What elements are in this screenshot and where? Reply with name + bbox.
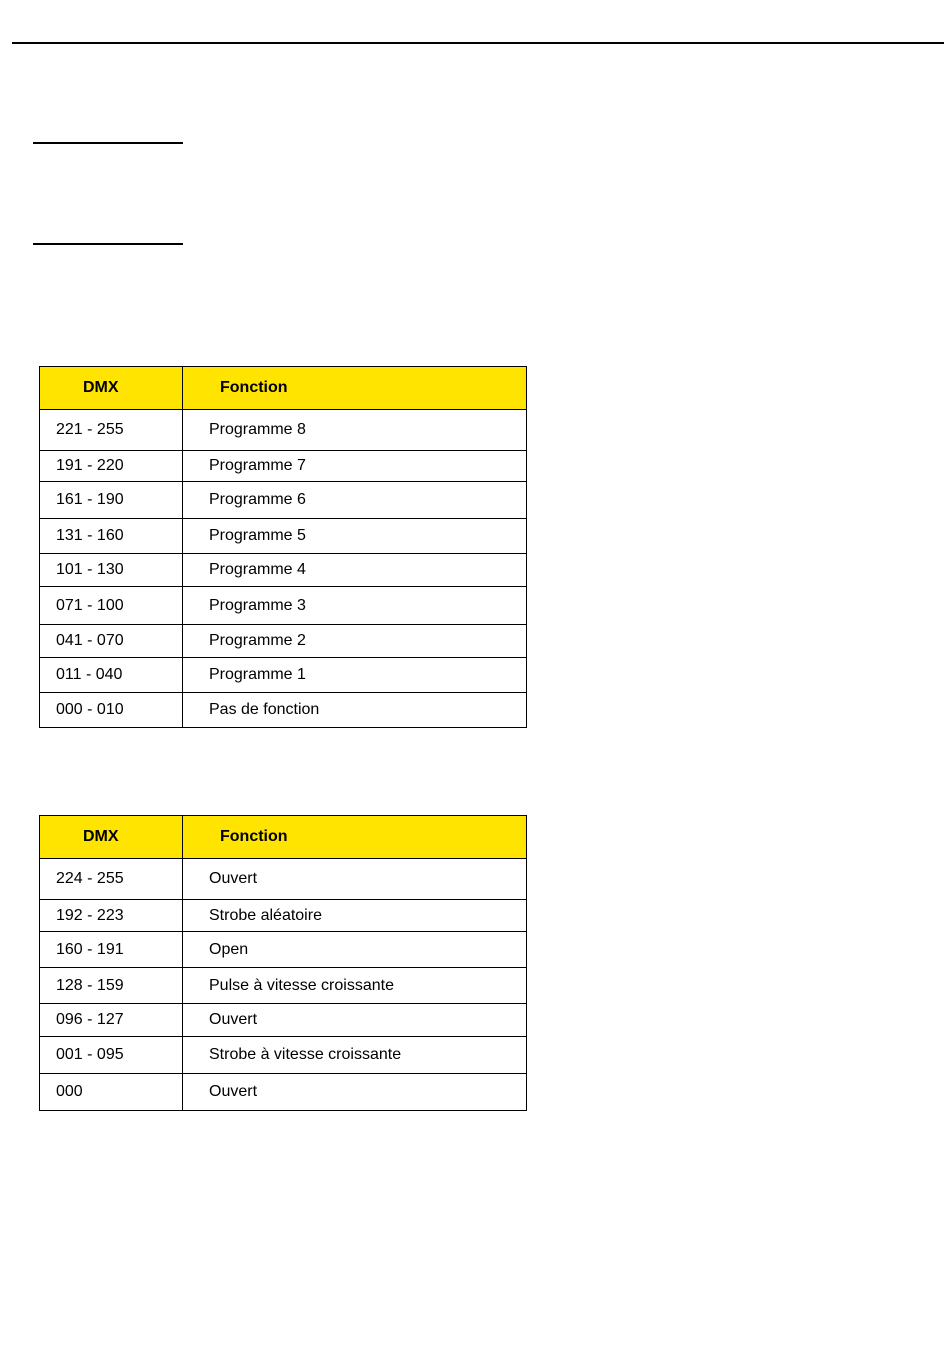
function-label: Programme 3: [183, 587, 527, 625]
table-header-row: [40, 367, 527, 410]
dmx-value: 041 - 070: [40, 625, 183, 658]
dmx-value: 128 - 159: [40, 968, 183, 1004]
heading-underline-2: [33, 243, 183, 245]
function-label: Programme 6: [183, 482, 527, 519]
table-row: [40, 482, 527, 519]
function-label: Strobe aléatoire: [183, 900, 527, 932]
table-row: [40, 410, 527, 451]
dmx-value: 000: [40, 1074, 183, 1111]
function-label: Programme 1: [183, 658, 527, 693]
table-row: [40, 554, 527, 587]
table-row: [40, 900, 527, 932]
header-dmx: DMX: [40, 367, 183, 410]
dmx-value: 101 - 130: [40, 554, 183, 587]
table-row: [40, 968, 527, 1004]
dmx-value: 224 - 255: [40, 859, 183, 900]
dmx-value: 131 - 160: [40, 519, 183, 554]
dmx-value: 191 - 220: [40, 451, 183, 482]
dmx-value: 071 - 100: [40, 587, 183, 625]
function-label: Programme 5: [183, 519, 527, 554]
table-row: [40, 1004, 527, 1037]
function-label: Programme 8: [183, 410, 527, 451]
dmx-value: 192 - 223: [40, 900, 183, 932]
dmx-value: 221 - 255: [40, 410, 183, 451]
function-label: Pas de fonction: [183, 693, 527, 728]
dmx-value: 001 - 095: [40, 1037, 183, 1074]
table-row: [40, 859, 527, 900]
dmx-value: 160 - 191: [40, 932, 183, 968]
function-label: Programme 7: [183, 451, 527, 482]
function-label: Programme 4: [183, 554, 527, 587]
function-label: Open: [183, 932, 527, 968]
dmx-table-strobe: [39, 815, 527, 1111]
function-label: Ouvert: [183, 1074, 527, 1111]
function-label: Strobe à vitesse croissante: [183, 1037, 527, 1074]
heading-underline-1: [33, 142, 183, 144]
header-dmx: DMX: [40, 816, 183, 859]
function-label: Programme 2: [183, 625, 527, 658]
header-rule: [12, 42, 944, 44]
function-label: Pulse à vitesse croissante: [183, 968, 527, 1004]
table-row: [40, 625, 527, 658]
dmx-value: 096 - 127: [40, 1004, 183, 1037]
dmx-table-programmes: [39, 366, 527, 728]
function-label: Ouvert: [183, 1004, 527, 1037]
table-row: [40, 1074, 527, 1111]
dmx-value: 011 - 040: [40, 658, 183, 693]
header-fonction: Fonction: [183, 816, 527, 859]
table-header-row: [40, 816, 527, 859]
table-row: [40, 693, 527, 728]
table-row: [40, 658, 527, 693]
table-row: [40, 451, 527, 482]
table-row: [40, 519, 527, 554]
dmx-value: 161 - 190: [40, 482, 183, 519]
dmx-value: 000 - 010: [40, 693, 183, 728]
table-row: [40, 932, 527, 968]
function-label: Ouvert: [183, 859, 527, 900]
table-row: [40, 1037, 527, 1074]
table-row: [40, 587, 527, 625]
header-fonction: Fonction: [183, 367, 527, 410]
